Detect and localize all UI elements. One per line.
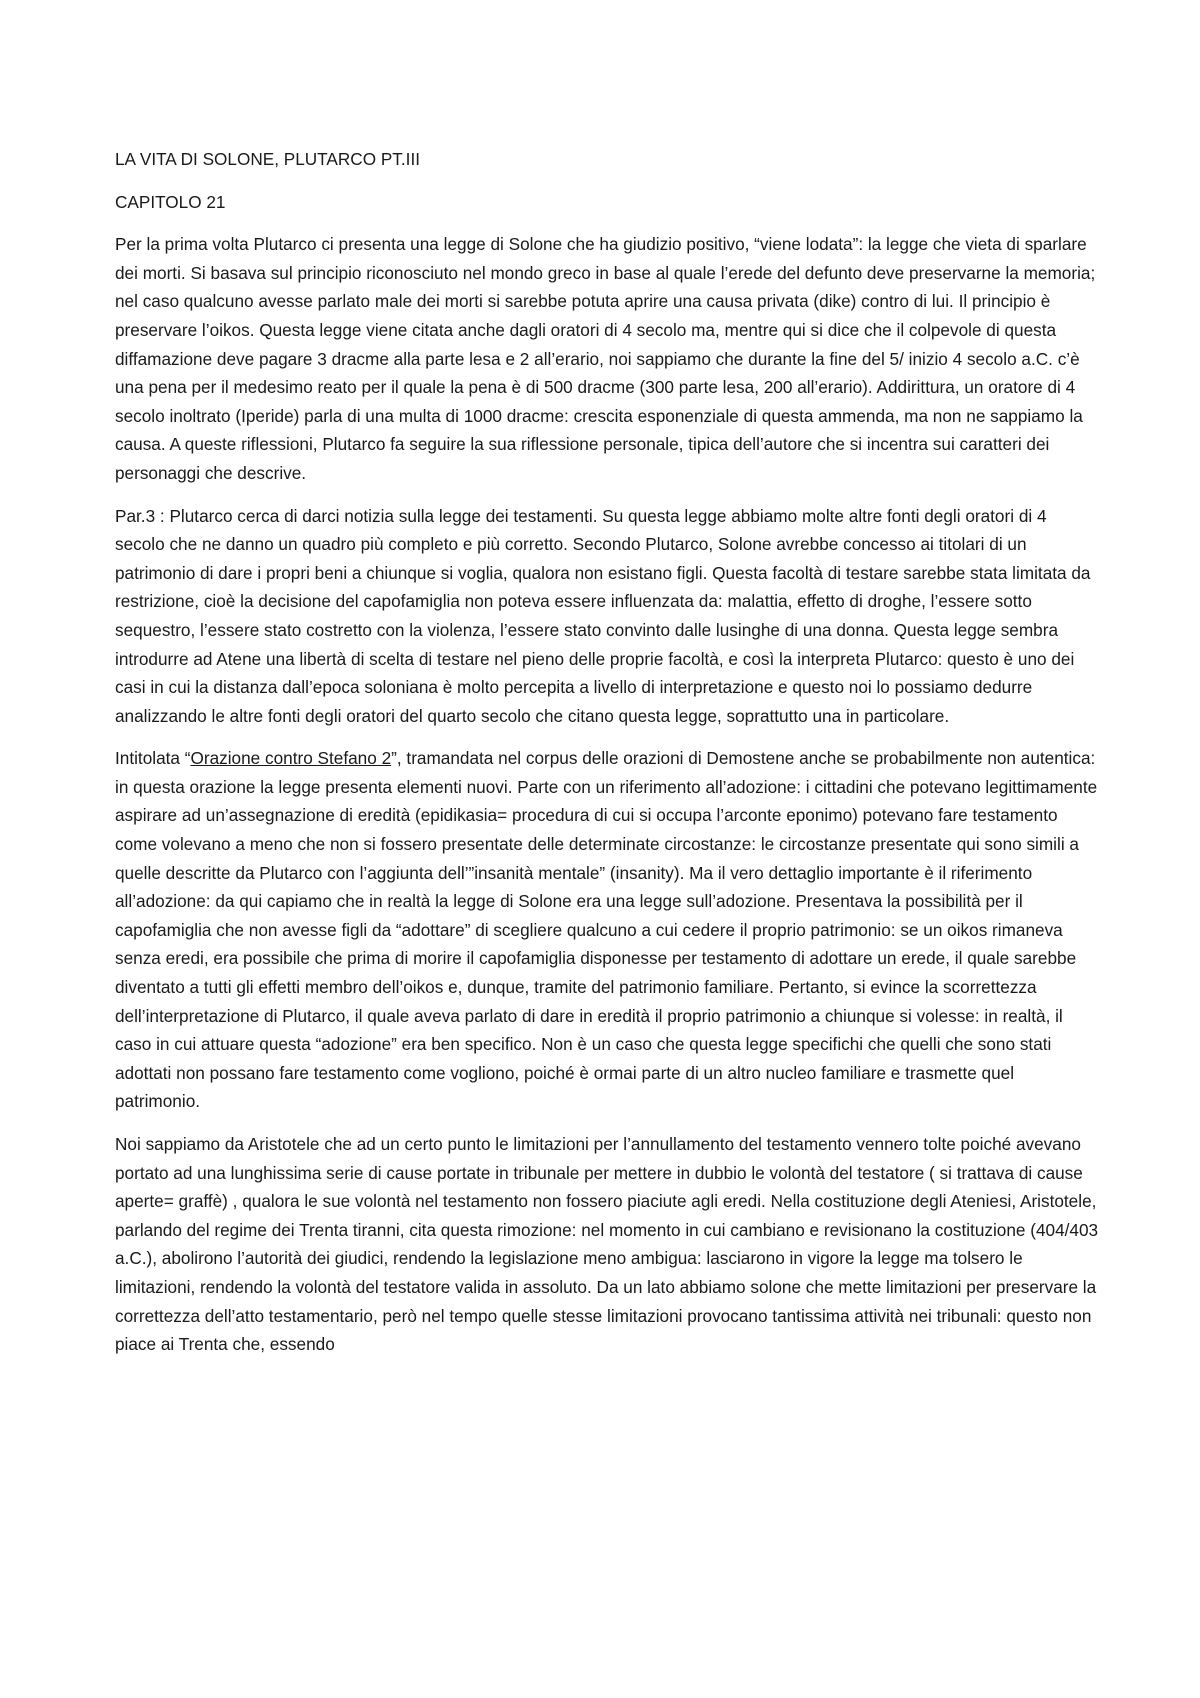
paragraph-4: Noi sappiamo da Aristotele che ad un certo punto le limitazioni per l’annullamento del testamento vennero tolte poiché avevano portato ad una lunghissima serie di cause portate in tribunale per mettere in dubbio le volontà del testatore ( si trattava di cause aperte= graffè) , qualora le sue volontà nel testamento non fossero piaciute agli eredi. Nella costituzione degli Ateniesi, Aristotele, parlando del regime dei Trenta tiranni, cita questa rimozione: nel momento in cui cambiano e revisionano la costituzione (404/403 a.C.), abolirono l’autorità dei giudici, rendendo la legislazione meno ambigua: lasciarono in vigore la legge ma tolsero le limitazioni, rendendo la volontà del testatore valida in assoluto. Da un lato abbiamo solone che mette limitazioni per preservare la correttezza dell’atto testamentario, però nel tempo quelle stesse limitazioni provocano tantissima attività nei tribunali: questo non piace ai Trenta che, essendo bbox=[115, 1134, 1099, 1355]
paragraph-1: Per la prima volta Plutarco ci presenta una legge di Solone che ha giudizio positivo, “viene lodata”: la legge che vieta di sparlare dei morti. Si basava sul principio riconosciuto nel mondo greco in base al quale l’erede del defunto deve preservarne la memoria; nel caso qualcuno avesse parlato male dei morti si sarebbe potuta aprire una causa privata (dike) contro di lui. Il principio è preservare l’oikos. Questa legge viene citata anche dagli oratori di 4 secolo ma, mentre qui si dice che il colpevole di questa diffamazione deve pagare 3 dracme alla parte lesa e 2 all’erario, noi sappiamo che durante la fine del 5/ inizio 4 secolo a.C. c’è una pena per il medesimo reato per il quale la pena è di 500 dracme (300 parte lesa, 200 all’erario). Addirittura, un oratore di 4 secolo inoltrato (Iperide) parla di una multa di 1000 dracme: crescita esponenziale di questa ammenda, ma non ne sappiamo la causa. A queste riflessioni, Plutarco fa seguire la sua riflessione personale, tipica dell’autore che si incentra sui caratteri dei personaggi che descrive. bbox=[115, 234, 1096, 483]
paragraph-2 bbox=[115, 502, 1100, 731]
document-body bbox=[115, 145, 1100, 1373]
paragraph-2-label: Par.3 bbox=[115, 505, 156, 526]
document-title: LA VITA DI SOLONE, PLUTARCO PT.III bbox=[115, 149, 420, 169]
paragraph-3 bbox=[115, 744, 1100, 1116]
oration-title-link[interactable]: Orazione contro Stefano 2 bbox=[190, 748, 392, 769]
paragraph-2-text: : Plutarco cerca di darci notizia sulla legge dei testamenti. Su questa legge abbiamo molte altre fonti degli oratori di 4 secolo che ne danno un quadro più completo e più corretto. Secondo Plutarco, Solone avrebbe concesso ai titolari di un patrimonio di dare i propri beni a chiunque si voglia, qualora non esistano figli. Questa facoltà di testare sarebbe stata limitata da restrizione, cioè la decisione del capofamiglia non poteva essere influenzata da: malattia, effetto di droghe, l’essere sotto sequestro, l’essere stato costretto con la violenza, l’essere stato convinto dalle lusinghe di una donna. Questa legge sembra introdurre ad Atene una libertà di scelta di testare nel pieno delle proprie facoltà, e così la interpreta Plutarco: questo è uno dei casi in cui la distanza dall’epoca soloniana è molto percepita a livello di interpretazione e questo noi lo possiamo dedurre analizzando le altre fonti degli oratori del quarto secolo che citano questa legge, soprattutto una in particolare. bbox=[115, 505, 1091, 726]
chapter-heading: CAPITOLO 21 bbox=[115, 191, 226, 212]
paragraph-3-prefix: Intitolata “ bbox=[115, 748, 191, 769]
paragraph-3-text: ”, tramandata nel corpus delle orazioni di Demostene anche se probabilmente non autentica: in questa orazione la legge presenta elementi nuovi. Parte con un riferimento all’adozione: i cittadini che potevano legittimamente aspirare ad un’assegnazione di eredità (epidikasia= procedura di cui si occupa l’arconte eponimo) potevano fare testamento come volevano a meno che non si fossero presentate delle determinate circostanze: le circostanze presentate qui sono simili a quelle descritte da Plutarco con l’aggiunta dell’”insanità mentale” (insanity). Ma il vero dettaglio importante è il riferimento all’adozione: da qui capiamo che in realtà la legge di Solone era una legge sull’adozione. Presentava la possibilità per il capofamiglia che non avesse figli da “adottare” di scegliere qualcuno a cui cedere il proprio patrimonio: se un oikos rimaneva senza eredi, era possibile che prima di morire il capofamiglia disponesse per testamento di adottare un erede, il quale sarebbe diventato a tutti gli effetti membro dell’oikos e, dunque, tramite del patrimonio familiare. Pertanto, si evince la scorrettezza dell’interpretazione di Plutarco, il quale aveva parlato di dare in eredità il proprio patrimonio a chiunque si volesse: in realtà, il caso in cui attuare questa “adozione” era ben specifico. Non è un caso che questa legge specifichi che quelli che sono stati adottati non possano fare testamento come vogliono, poiché è ormai parte di un altro nucleo familiare e trasmette quel patrimonio. bbox=[115, 748, 1098, 1112]
